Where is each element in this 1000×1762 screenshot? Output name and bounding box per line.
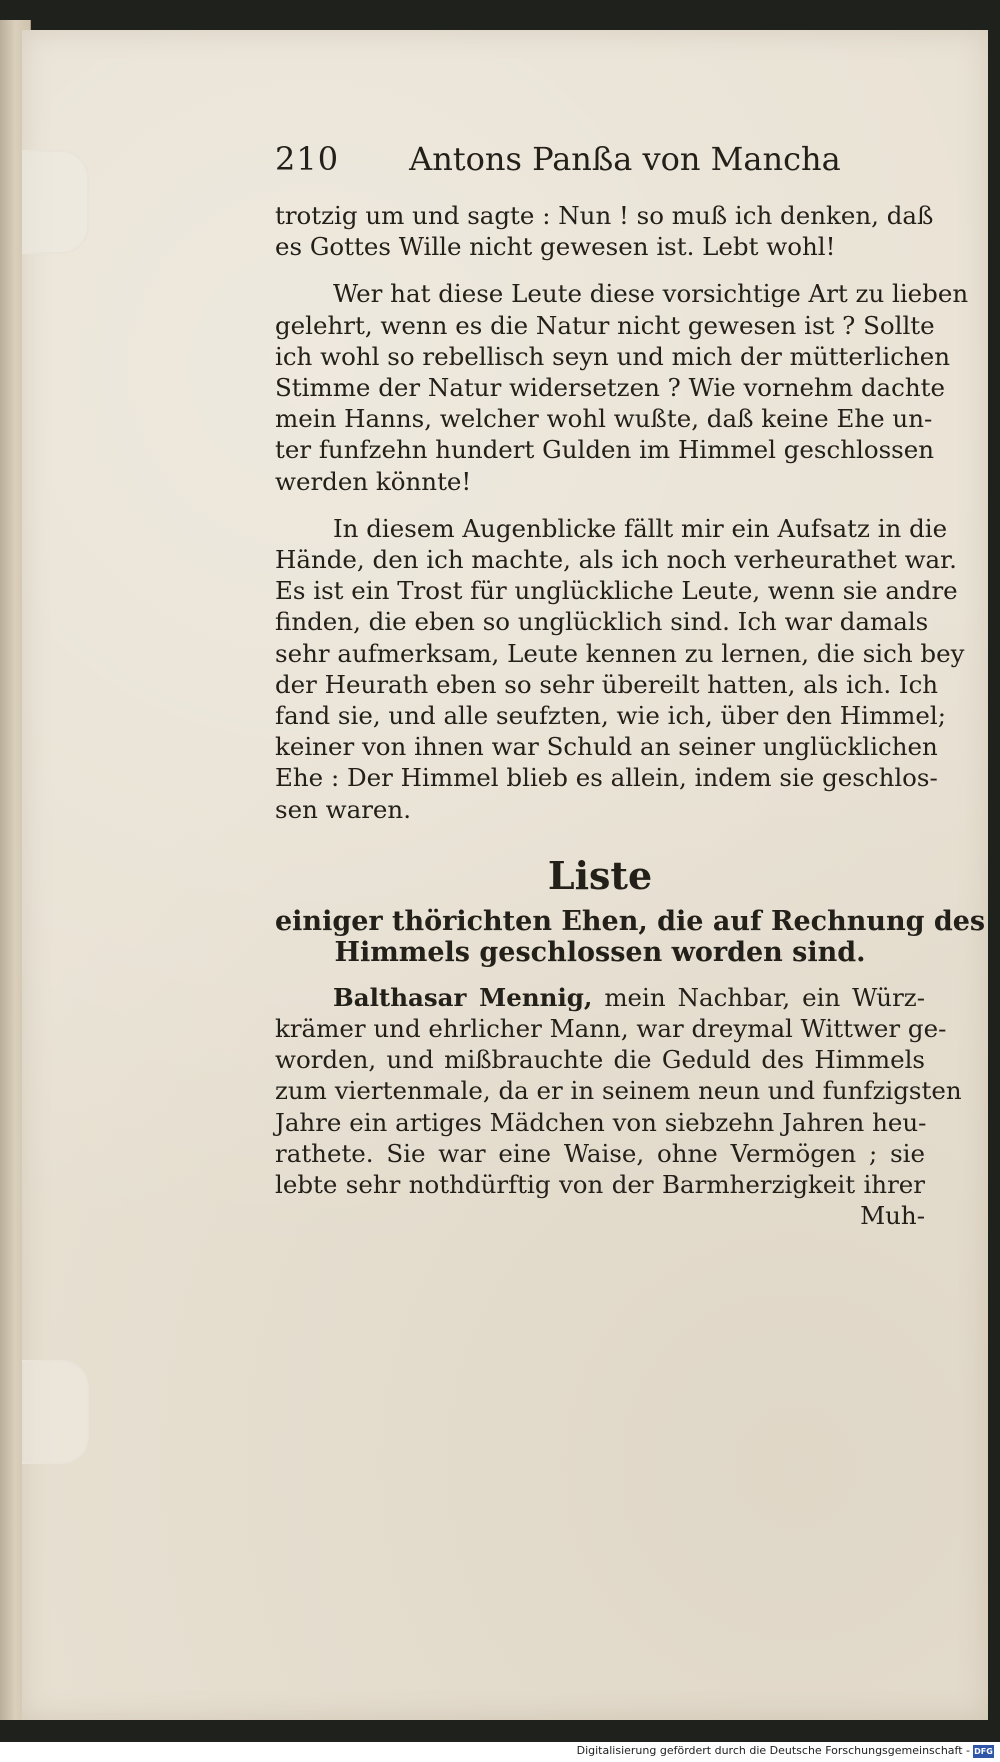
bookmark-tab-bottom: [22, 1360, 89, 1464]
page-text: [275, 140, 986, 1231]
text-line: werden könnte!: [275, 466, 472, 496]
text-line: lebte sehr nothdürftig von der Barmherzigkeit ihrer: [275, 1170, 925, 1200]
page-number: 210: [275, 140, 340, 178]
text-line: ter funfzehn hundert Gulden im Himmel geschlossen: [275, 435, 934, 465]
text-line: Stimme der Natur widersetzen ? Wie vornehm dachte: [275, 373, 945, 403]
paragraph-4: [275, 982, 962, 1232]
section-title: Liste: [547, 852, 653, 898]
text-line: zum viertenmale, da er in seinem neun und funfzigsten: [275, 1076, 962, 1106]
text-line: rathete. Sie war eine Waise, ohne Vermögen ; sie: [275, 1138, 925, 1168]
text-line: keiner von ihnen war Schuld an seiner unglücklichen: [275, 732, 938, 762]
footer-strip: [0, 1742, 1000, 1762]
text-line: Es ist ein Trost für unglückliche Leute, wenn sie andre: [275, 576, 958, 606]
text-line: worden, und mißbrauchte die Geduld des Himmels: [275, 1045, 925, 1075]
text-line: trotzig um und sagte : Nun ! so muß ich denken, daß: [275, 201, 934, 230]
text-line: Wer hat diese Leute diese vorsichtige Art zu lieben: [333, 279, 969, 309]
text-line: finden, die eben so unglücklich sind. Ich war damals: [275, 607, 929, 637]
funding-credit: Digitalisierung gefördert durch die Deutsche Forschungsgemeinschaft -: [576, 1744, 970, 1757]
paragraph-2: [275, 278, 969, 496]
paragraph-3: [275, 513, 965, 825]
text-line: sen waren.: [275, 794, 411, 824]
text-line: es Gottes Wille nicht gewesen ist. Lebt wohl!: [275, 232, 836, 262]
section-subtitle: Himmels geschlossen worden sind.: [334, 936, 866, 968]
text-line: Ehe : Der Himmel blieb es allein, indem sie geschlos-: [275, 763, 938, 793]
text-line: gelehrt, wenn es die Natur nicht gewesen ist ? Sollte: [275, 310, 935, 340]
dfg-logo-icon: DFG: [974, 1747, 993, 1756]
text-line: krämer und ehrlicher Mann, war dreymal Wittwer ge-: [275, 1014, 947, 1044]
text-fragment: mein Nachbar, ein Würz-: [604, 982, 925, 1012]
running-title: Antons Panßa von Mancha: [409, 140, 841, 178]
text-line: Jahre ein artiges Mädchen von siebzehn Jahren heu-: [275, 1107, 927, 1137]
text-line: In diesem Augenblicke fällt mir ein Aufsatz in die: [333, 513, 948, 543]
person-name: Balthasar Mennig,: [333, 982, 593, 1012]
text-line: fand sie, und alle seufzten, wie ich, über den Himmel;: [275, 701, 946, 731]
bookmark-tab-top: [22, 150, 89, 254]
text-line: sehr aufmerksam, Leute kennen zu lernen, die sich bey: [275, 638, 965, 668]
text-line: mein Hanns, welcher wohl wußte, daß keine Ehe un-: [275, 404, 933, 434]
text-line: der Heurath eben so sehr übereilt hatten, als ich. Ich: [275, 669, 939, 699]
section-heading: [275, 852, 986, 968]
section-subtitle: einiger thörichten Ehen, die auf Rechnung des: [275, 905, 986, 937]
running-head: [275, 140, 925, 178]
paragraph-1: [275, 200, 934, 262]
text-line: Hände, den ich machte, als ich noch verheurathet war.: [275, 545, 957, 575]
text-line: [275, 982, 925, 1013]
catchword: Muh-: [860, 1201, 925, 1231]
text-line: ich wohl so rebellisch seyn und mich der mütterlichen: [275, 341, 951, 371]
